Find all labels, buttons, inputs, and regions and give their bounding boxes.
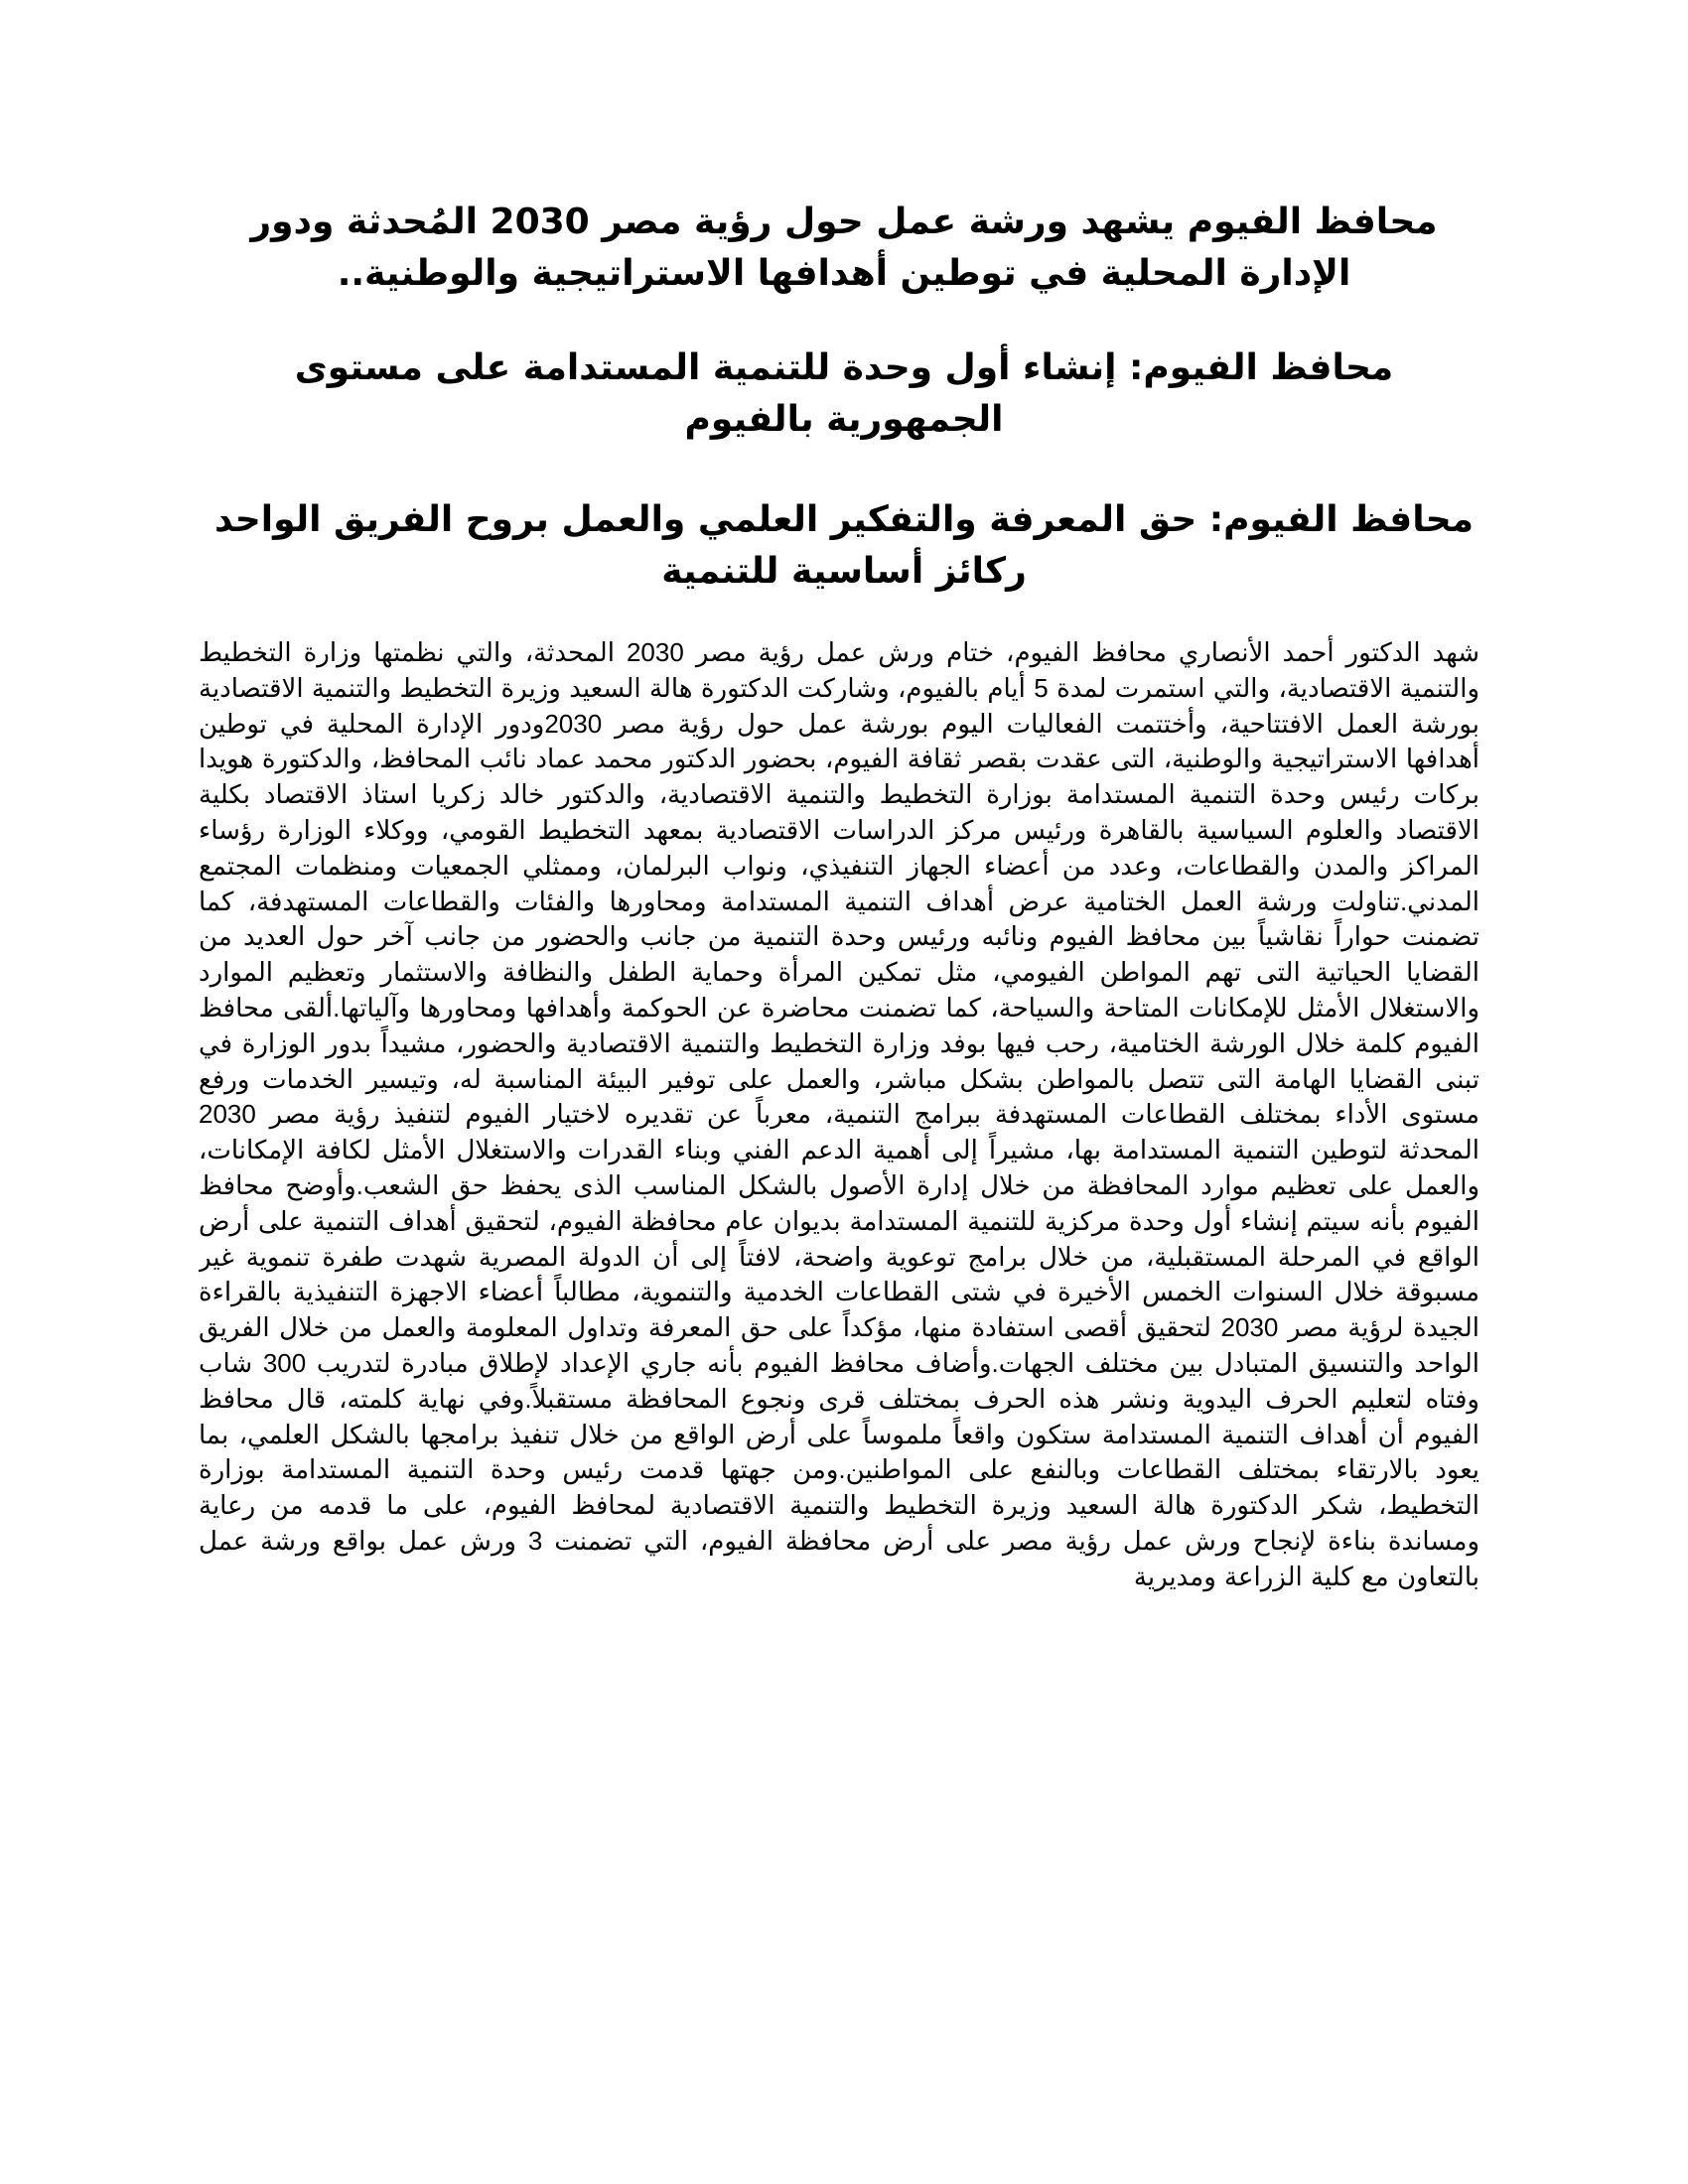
article-body: شهد الدكتور أحمد الأنصاري محافظ الفيوم، ختام ورش عمل رؤية مصر 2030 المحدثة، والتي نظمتها وزارة التخطيط والتنمية الاقتصادية، والتي استمرت لمدة 5 أيام بالفيوم، وشاركت الدكتورة هالة السعيد وزيرة التخطيط والتنمية الاقتصادية بورشة العمل الافتتاحية، وأختتمت الفعاليات اليوم بورشة عمل حول رؤية مصر 2030ودور الإدارة المحلية في توطين أهدافها الاستراتيجية والوطنية، التى عقدت بقصر ثقافة الفيوم، بحضور الدكتور محمد عماد نائب المحافظ، والدكتورة هويدا بركات رئيس وحدة التنمية المستدامة بوزارة التخطيط والتنمية الاقتصادية، والدكتور خالد زكريا استاذ الاقتصاد بكلية الاقتصاد والعلوم السياسية بالقاهرة ورئيس مركز الدراسات الاقتصادية بمعهد التخطيط القومي، ووكلاء الوزارة رؤساء المراكز والمدن والقطاعات، وعدد من أعضاء الجهاز التنفيذي، ونواب البرلمان، وممثلي الجمعيات ومنظمات المجتمع المدني.تناولت ورشة العمل الختامية عرض أهداف التنمية المستدامة ومحاورها والفئات والقطاعات المستهدفة، كما تضمنت حواراً نقاشياً بين محافظ الفيوم ونائبه ورئيس وحدة التنمية من جانب والحضور من جانب آخر حول العديد من القضايا الحياتية التى تهم المواطن الفيومي، مثل تمكين المرأة وحماية الطفل والنظافة والاستثمار وتعظيم الموارد والاستغلال الأمثل للإمكانات المتاحة والسياحة، كما تضمنت محاضرة عن الحوكمة وأهدافها ومحاورها وآلياتها.ألقى محافظ الفيوم كلمة خلال الورشة الختامية، رحب فيها بوفد وزارة التخطيط والتنمية الاقتصادية والحضور، مشيداً بدور الوزارة في تبنى القضايا الهامة التى تتصل بالمواطن بشكل مباشر، والعمل على توفير البيئة المناسبة له، وتيسير الخدمات ورفع مستوى الأداء بمختلف القطاعات المستهدفة ببرامج التنمية، معرباً عن تقديره لاختيار الفيوم لتنفيذ رؤية مصر 2030 المحدثة لتوطين التنمية المستدامة بها، مشيراً إلى أهمية الدعم الفني وبناء القدرات والاستغلال الأمثل لكافة الإمكانات، والعمل على تعظيم موارد المحافظة من خلال إدارة الأصول بالشكل المناسب الذى يحفظ حق الشعب.وأوضح محافظ الفيوم بأنه سيتم إنشاء أول وحدة مركزية للتنمية المستدامة بديوان عام محافظة الفيوم، لتحقيق أهداف التنمية على أرض الواقع في المرحلة المستقبلية، من خلال برامج توعوية واضحة، لافتاً إلى أن الدولة المصرية شهدت طفرة تنموية غير مسبوقة خلال السنوات الخمس الأخيرة في شتى القطاعات الخدمية والتنموية، مطالباً أعضاء الاجهزة التنفيذية بالقراءة الجيدة لرؤية مصر 2030 لتحقيق أقصى استفادة منها، مؤكداً على حق المعرفة وتداول المعلومة والعمل من خلال الفريق الواحد والتنسيق المتبادل بين مختلف الجهات.وأضاف محافظ الفيوم بأنه جاري الإعداد لإطلاق مبادرة لتدريب 300 شاب وفتاه لتعليم الحرف اليدوية ونشر هذه الحرف بمختلف قرى ونجوع المحافظة مستقبلاً.وفي نهاية كلمته، قال محافظ الفيوم أن أهداف التنمية المستدامة ستكون واقعاً ملموساً على أرض الواقع من خلال تنفيذ برامجها بالشكل العلمي، بما يعود بالارتقاء بمختلف القطاعات وبالنفع على المواطنين.ومن جهتها قدمت رئيس وحدة التنمية المستدامة بوزارة التخطيط، شكر الدكتورة هالة السعيد وزيرة التخطيط والتنمية الاقتصادية لمحافظ الفيوم، على ما قدمه من رعاية ومساندة بناءة لإنجاح ورش عمل رؤية مصر على أرض محافظة الفيوم، التي تضمنت 3 ورش عمل بواقع ورشة عمل بالتعاون مع كلية الزراعة ومديرية: [199, 637, 1479, 1591]
main-headline: محافظ الفيوم يشهد ورشة عمل حول رؤية مصر 2030 المُحدثة ودور الإدارة المحلية في توطين أهدافها الاستراتيجية والوطنية..: [250, 202, 1438, 294]
subheadline-knowledge-teamwork: محافظ الفيوم: حق المعرفة والتفكير العلمي والعمل بروح الفريق الواحد ركائز أساسية للتنمية: [214, 499, 1474, 592]
subheadline-sustainable-development-unit: محافظ الفيوم: إنشاء أول وحدة للتنمية المستدامة على مستوى الجمهورية بالفيوم: [294, 347, 1394, 440]
